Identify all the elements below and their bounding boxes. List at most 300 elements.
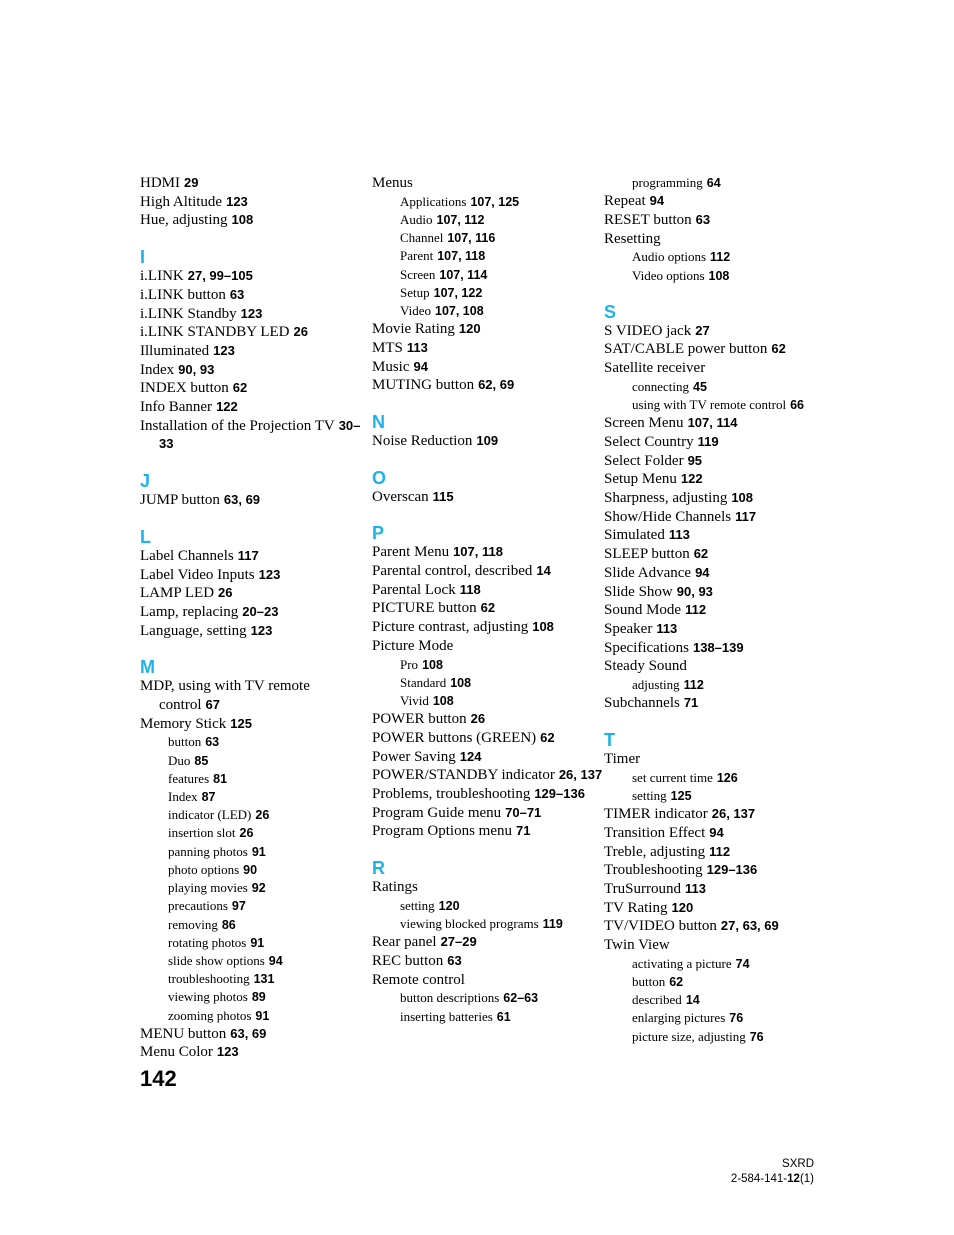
index-column-2 (372, 174, 604, 1026)
entry-pages: 113 (684, 880, 706, 896)
index-column-1 (140, 174, 372, 1062)
entry-term: SAT/CABLE power button (604, 341, 768, 358)
index-entry (372, 933, 604, 952)
index-entry (372, 599, 604, 618)
entry-term: MENU button (140, 1025, 227, 1042)
index-entry (140, 286, 372, 305)
entry-pages: 112 (685, 602, 707, 618)
entry-term: Show/Hide Channels (604, 508, 732, 525)
entry-pages: 26, 137 (558, 767, 603, 783)
index-subentry (140, 806, 372, 824)
entry-term: Screen Menu (604, 415, 684, 432)
entry-pages: 94 (695, 564, 710, 580)
entry-term: Index (168, 789, 198, 805)
entry-pages: 108 (532, 619, 554, 635)
index-subentry (604, 1009, 836, 1027)
entry-term: Audio (400, 211, 433, 227)
entry-pages: 95 (687, 452, 703, 468)
entry-term: Installation of the Projection TV (140, 417, 335, 434)
entry-pages: 27, 99–105 (187, 268, 253, 284)
index-entry (140, 491, 372, 510)
section-letter: T (604, 729, 615, 750)
entry-term: playing movies (168, 880, 248, 896)
index-entry (140, 1043, 372, 1062)
entry-term: JUMP button (140, 492, 220, 509)
index-entry (604, 322, 836, 341)
entry-pages: 123 (213, 342, 235, 358)
entry-pages: 86 (221, 917, 236, 932)
index-subentry (140, 1007, 372, 1025)
section-letter: S (604, 301, 617, 322)
index-entry (140, 584, 372, 603)
entry-pages: 62 (480, 600, 496, 616)
entry-pages: 107, 114 (439, 267, 488, 282)
entry-pages: 66 (790, 398, 804, 413)
entry-pages: 61 (496, 1009, 511, 1024)
entry-pages: 97 (231, 899, 246, 914)
index-subentry (604, 267, 836, 285)
index-subentry (140, 843, 372, 861)
index-entry (140, 361, 372, 380)
index-entry (372, 785, 604, 804)
entry-pages: 113 (406, 339, 428, 355)
entry-pages: 63 (205, 735, 220, 750)
entry-pages: 63 (695, 211, 711, 227)
entry-term: Picture Mode (372, 637, 454, 654)
index-subentry (372, 302, 604, 320)
index-subentry (372, 229, 604, 247)
entry-pages: 27–29 (440, 934, 477, 950)
entry-term: Satellite receiver (604, 360, 706, 377)
entry-pages: 70–71 (505, 804, 542, 820)
entry-term: Program Options menu (372, 823, 512, 840)
entry-term: Simulated (604, 527, 665, 544)
entry-term: Label Video Inputs (140, 566, 255, 583)
entry-term: Vivid (400, 692, 429, 708)
entry-pages: 94 (268, 953, 283, 968)
index-entry (372, 748, 604, 767)
section-letter: N (372, 411, 385, 432)
entry-term: Repeat (604, 193, 646, 210)
index-entry (604, 433, 836, 452)
index-entry (604, 601, 836, 620)
entry-term: LAMP LED (140, 585, 215, 602)
index-subentry (604, 396, 836, 414)
entry-pages: 107, 108 (435, 303, 484, 318)
entry-term: setting (632, 787, 667, 803)
entry-term: Channel (400, 230, 444, 246)
entry-term: Resetting (604, 230, 661, 247)
entry-term: Timer (604, 750, 641, 767)
entry-pages: 108 (708, 268, 730, 283)
entry-pages: 125 (230, 715, 252, 731)
entry-pages: 112 (683, 678, 704, 693)
entry-pages: 91 (251, 844, 266, 859)
entry-term: High Altitude (140, 193, 223, 210)
index-entry (140, 267, 372, 286)
index-entry (372, 618, 604, 637)
entry-pages: 122 (680, 471, 703, 487)
entry-term: Select Folder (604, 452, 684, 469)
index-subentry (140, 788, 372, 806)
entry-term: photo options (168, 861, 240, 877)
index-subentry (372, 674, 604, 692)
entry-pages: 64 (706, 176, 721, 190)
entry-term: Illuminated (140, 342, 210, 359)
index-entry (604, 750, 836, 769)
index-entry (140, 603, 372, 622)
entry-term: Problems, troubleshooting (372, 785, 531, 802)
entry-pages: 62, 69 (478, 377, 515, 393)
index-entry (372, 320, 604, 339)
entry-term: adjusting (632, 677, 680, 693)
index-subentry (604, 973, 836, 991)
entry-pages: 29 (184, 175, 199, 190)
entry-term: SLEEP button (604, 546, 690, 563)
entry-pages: 107, 114 (687, 415, 738, 431)
entry-term: Label Channels (140, 547, 234, 564)
index-subentry (372, 284, 604, 302)
index-subentry (140, 916, 372, 934)
section-letter: J (140, 471, 151, 492)
entry-term: activating a picture (632, 955, 732, 971)
entry-term: i.LINK STANDBY LED (140, 324, 290, 341)
index-subentry (140, 770, 372, 788)
index-entry (372, 766, 604, 785)
entry-term: troubleshooting (168, 971, 250, 987)
index-subentry (604, 769, 836, 787)
index-entry (140, 305, 372, 324)
entry-pages: 108 (231, 212, 254, 228)
entry-pages: 113 (656, 620, 678, 636)
index-entry (372, 358, 604, 377)
entry-pages: 118 (459, 581, 481, 597)
footer-code (731, 1172, 814, 1187)
index-entry (604, 880, 836, 899)
index-entry (604, 917, 836, 936)
entry-term: connecting (632, 378, 690, 394)
index-entry (604, 545, 836, 564)
entry-pages: 71 (516, 823, 531, 839)
footer (731, 1157, 814, 1187)
index-subentry (372, 247, 604, 265)
entry-term: Video options (632, 267, 705, 283)
entry-term: TV Rating (604, 899, 668, 916)
entry-term: Overscan (372, 488, 429, 505)
index-entry (604, 583, 836, 602)
index-entry (140, 342, 372, 361)
entry-term: Hue, adjusting (140, 212, 228, 229)
index-subentry (604, 1028, 836, 1046)
entry-term: POWER button (372, 711, 467, 728)
entry-pages: 120 (458, 321, 481, 337)
index-entry (140, 622, 372, 641)
entry-pages: 45 (693, 379, 707, 394)
index-subentry (372, 915, 604, 933)
entry-pages: 138–139 (692, 639, 744, 655)
entry-pages: 87 (201, 790, 216, 805)
entry-term: Sharpness, adjusting (604, 490, 728, 507)
entry-term: Treble, adjusting (604, 843, 706, 860)
entry-pages: 108 (432, 693, 454, 708)
entry-pages: 26 (255, 808, 270, 823)
entry-pages: 124 (459, 748, 482, 764)
entry-term: Parent (400, 248, 434, 264)
entry-pages: 26 (239, 826, 254, 841)
entry-term: slide show options (168, 952, 265, 968)
entry-pages: 26, 137 (711, 806, 756, 822)
entry-pages: 26 (218, 585, 233, 601)
entry-pages: 71 (683, 695, 699, 711)
entry-term: S VIDEO jack (604, 322, 692, 339)
entry-pages: 107, 112 (436, 212, 485, 227)
entry-pages: 107, 118 (453, 544, 503, 560)
entry-term: Lamp, replacing (140, 603, 239, 620)
index-entry (604, 508, 836, 527)
entry-term: Pro (400, 656, 419, 672)
entry-term: Sound Mode (604, 602, 682, 619)
index-entry (140, 547, 372, 566)
entry-term: setting (400, 897, 435, 913)
section-letter: L (140, 526, 151, 547)
entry-pages: 108 (731, 490, 754, 506)
index-entry (372, 562, 604, 581)
entry-term: indicator (LED) (168, 807, 252, 823)
entry-pages: 123 (240, 305, 263, 321)
index-entry (140, 1025, 372, 1044)
index-subentry (372, 1008, 604, 1026)
entry-pages: 109 (476, 432, 499, 448)
index-subentry (372, 266, 604, 284)
entry-pages: 81 (213, 771, 228, 786)
entry-pages: 108 (450, 675, 472, 690)
index-subentry (372, 211, 604, 229)
entry-pages: 62 (669, 974, 684, 989)
index-entry (140, 323, 372, 342)
entry-term: button (632, 973, 666, 989)
entry-term: Index (140, 361, 175, 378)
entry-term: Info Banner (140, 399, 213, 416)
index-subentry (140, 752, 372, 770)
entry-pages: 74 (735, 956, 750, 971)
index-subentry (140, 861, 372, 879)
index-entry (604, 452, 836, 471)
entry-pages: 27 (695, 322, 710, 338)
entry-pages: 126 (716, 770, 738, 785)
entry-term: viewing blocked programs (400, 916, 539, 931)
section-letter: P (372, 523, 385, 544)
entry-term: Music (372, 358, 410, 375)
index-entry (604, 824, 836, 843)
entry-pages: 76 (729, 1011, 744, 1026)
entry-pages: 113 (668, 527, 690, 543)
entry-term: Program Guide menu (372, 804, 502, 821)
entry-term: Remote control (372, 971, 465, 988)
entry-pages: 62–63 (503, 991, 539, 1006)
entry-pages: 129–136 (534, 785, 585, 801)
index-subentry (604, 248, 836, 266)
entry-term: inserting batteries (400, 1008, 493, 1024)
entry-term: enlarging pictures (632, 1010, 726, 1026)
entry-term: Menu Color (140, 1044, 213, 1061)
entry-term: programming (632, 175, 703, 190)
index-entry (372, 878, 604, 897)
index-entry (372, 581, 604, 600)
entry-term: i.LINK Standby (140, 305, 237, 322)
entry-term: Troubleshooting (604, 862, 703, 879)
entry-term: Movie Rating (372, 321, 455, 338)
index-entry (604, 230, 836, 249)
index-entry (140, 193, 372, 212)
index-entry (604, 657, 836, 676)
entry-pages: 63 (447, 952, 462, 968)
index-entry (140, 379, 372, 398)
entry-term: Duo (168, 752, 191, 768)
entry-term: Standard (400, 674, 447, 690)
entry-term: button descriptions (400, 990, 500, 1006)
index-subentry (140, 952, 372, 970)
entry-pages: 91 (255, 1008, 270, 1023)
entry-pages: 107, 122 (433, 285, 483, 300)
entry-term: Transition Effect (604, 824, 706, 841)
index-entry (604, 899, 836, 918)
entry-term: rotating photos (168, 934, 247, 950)
entry-term: HDMI (140, 175, 180, 191)
index-entry (604, 861, 836, 880)
entry-term: panning photos (168, 843, 248, 859)
footer-model: SXRD (782, 1158, 814, 1170)
entry-pages: 62 (540, 729, 555, 745)
entry-term: removing (168, 916, 218, 932)
index-entry (604, 843, 836, 862)
entry-term: Slide Advance (604, 564, 692, 581)
entry-pages: 123 (216, 1044, 239, 1060)
entry-term: TIMER indicator (604, 806, 708, 823)
entry-term: Rear panel (372, 934, 437, 951)
entry-term: Twin View (604, 937, 670, 954)
index-subentry (140, 824, 372, 842)
entry-pages: 123 (250, 622, 273, 638)
index-entry (140, 677, 372, 714)
index-subentry (604, 787, 836, 805)
index-entry (372, 637, 604, 656)
index-entry (372, 339, 604, 358)
entry-term: Select Country (604, 433, 694, 450)
entry-pages: 62 (232, 380, 248, 396)
entry-pages: 27, 63, 69 (720, 918, 779, 934)
entry-term: Parent Menu (372, 544, 450, 561)
entry-pages: 119 (697, 433, 719, 449)
index-entry (372, 710, 604, 729)
entry-pages: 107, 125 (470, 194, 520, 209)
index-entry (372, 376, 604, 395)
entry-pages: 119 (542, 917, 563, 931)
entry-term: i.LINK button (140, 286, 226, 303)
entry-pages: 14 (536, 563, 551, 579)
entry-term: precautions (168, 898, 228, 914)
index-entry (140, 211, 372, 230)
entry-term: Menus (372, 175, 413, 191)
entry-pages: 26 (293, 324, 308, 340)
entry-pages: 120 (438, 898, 460, 913)
entry-term: Language, setting (140, 622, 247, 639)
index-subentry (140, 988, 372, 1006)
entry-term: features (168, 770, 210, 786)
index-entry (140, 398, 372, 417)
entry-pages: 123 (258, 566, 281, 582)
entry-term: Subchannels (604, 695, 680, 712)
index-entry (140, 566, 372, 585)
index-subentry (372, 989, 604, 1007)
entry-pages: 62 (693, 546, 709, 562)
index-entry (372, 729, 604, 748)
index-subentry (372, 193, 604, 211)
entry-pages: 131 (253, 972, 275, 987)
section-letter: O (372, 467, 387, 488)
index-entry (604, 564, 836, 583)
entry-pages: 26 (470, 711, 486, 727)
entry-pages: 67 (205, 697, 220, 713)
entry-term: Parental control, described (372, 563, 533, 580)
footer-code-bold: 12 (787, 1173, 800, 1185)
entry-pages: 91 (250, 935, 265, 950)
entry-pages: 123 (226, 193, 248, 209)
index-entry (604, 639, 836, 658)
index-entry (372, 174, 604, 193)
index-entry (604, 340, 836, 359)
index-subentry (604, 676, 836, 694)
index-column-3 (604, 174, 836, 1046)
index-entry (604, 211, 836, 230)
entry-pages: 20–23 (242, 603, 279, 619)
entry-pages: 122 (216, 399, 238, 415)
entry-pages: 125 (670, 788, 692, 803)
index-entry (140, 417, 372, 454)
entry-pages: 90 (243, 862, 258, 877)
index-entry (372, 822, 604, 841)
entry-term: insertion slot (168, 825, 236, 841)
entry-pages: 63, 69 (223, 492, 261, 508)
index-entry (604, 805, 836, 824)
entry-term: PICTURE button (372, 600, 477, 617)
index-entry (604, 414, 836, 433)
entry-term: i.LINK (140, 268, 184, 285)
entry-term: Setup Menu (604, 471, 677, 488)
entry-pages: 76 (749, 1029, 764, 1044)
entry-pages: 107, 116 (447, 231, 496, 246)
entry-term: button (168, 734, 202, 750)
entry-term: viewing photos (168, 989, 248, 1005)
entry-pages: 62 (771, 341, 786, 357)
entry-term: picture size, adjusting (632, 1028, 746, 1044)
entry-term: POWER/STANDBY indicator (372, 767, 555, 784)
entry-term: Noise Reduction (372, 432, 473, 449)
entry-pages: 107, 118 (437, 249, 486, 264)
index-entry (372, 971, 604, 990)
index-entry (372, 543, 604, 562)
index-subentry (140, 879, 372, 897)
entry-pages: 63 (229, 286, 245, 302)
index-entry (372, 432, 604, 451)
index-entry (604, 489, 836, 508)
entry-pages: 85 (194, 753, 209, 768)
entry-term: MDP, using with TV remote control (140, 678, 310, 714)
index-entry (604, 694, 836, 713)
entry-pages: 89 (251, 990, 266, 1005)
entry-term: Power Saving (372, 748, 456, 765)
entry-term: described (632, 992, 682, 1008)
index-entry (372, 804, 604, 823)
